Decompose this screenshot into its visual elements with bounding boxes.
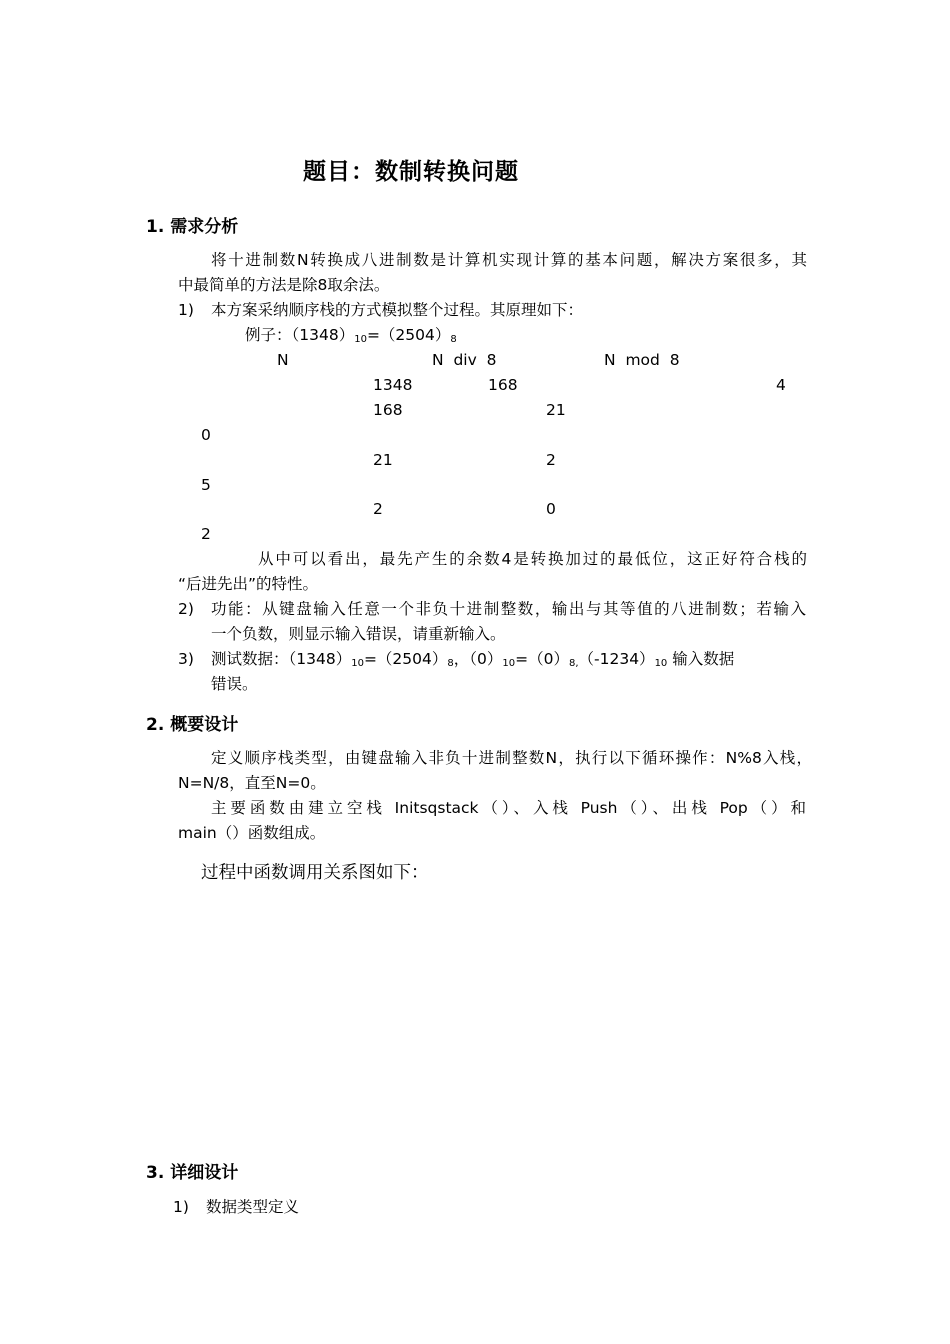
item-number: 1) <box>173 1198 189 1216</box>
test-data-text: （-1234） <box>578 650 655 668</box>
subscript: 10 <box>502 658 516 669</box>
test-data-text: 输入数据 <box>667 650 735 668</box>
table-cell-mod: 4 <box>776 376 786 394</box>
subscript: 8 <box>447 658 454 669</box>
example-mid: =（2504） <box>366 326 451 344</box>
outline-para-1-line-2: N=N/8，直至N=0。 <box>178 774 326 792</box>
table-cell-mod: 2 <box>201 525 211 543</box>
section-heading-detailed-design: 3. 详细设计 <box>146 1163 239 1183</box>
subscript: 10 <box>351 658 364 669</box>
table-cell-n: 21 <box>373 451 393 469</box>
example-subscript: 10 <box>354 334 367 345</box>
table-cell-n: 2 <box>373 500 383 518</box>
table-header-mod: N mod 8 <box>604 351 680 369</box>
test-data-line-2: 错误。 <box>211 675 258 693</box>
test-data-text: ，（0） <box>453 650 503 668</box>
table-cell-div: 21 <box>546 401 566 419</box>
item-text: 功能：从键盘输入任意一个非负十进制整数，输出与其等值的八进制数；若输入 <box>211 600 806 618</box>
table-cell-n: 168 <box>373 401 403 419</box>
page-title: 题目：数制转换问题 <box>303 159 519 185</box>
table-cell-div: 2 <box>546 451 556 469</box>
table-header-n: N <box>277 351 289 369</box>
outline-para-2-line-2: main（）函数组成。 <box>178 824 326 842</box>
table-cell-mod: 5 <box>201 476 211 494</box>
section-heading-requirements: 1. 需求分析 <box>146 217 239 237</box>
table-cell-div: 0 <box>546 500 556 518</box>
example-subscript: 8 <box>450 334 457 345</box>
test-data-text: =（0） <box>515 650 569 668</box>
conclusion-line-1: 从中可以看出，最先产生的余数4是转换加过的最低位，这正好符合栈的 <box>258 550 807 568</box>
call-graph-caption: 过程中函数调用关系图如下： <box>201 863 429 883</box>
subscript: 8, <box>568 658 579 669</box>
table-cell-div: 168 <box>488 376 518 394</box>
item-text: 本方案采纳顺序栈的方式模拟整个过程。其原理如下： <box>211 301 584 319</box>
example-prefix: 例子：（1348） <box>245 326 355 344</box>
item-number: 2) <box>178 600 194 618</box>
outline-para-2-line-1: 主要函数由建立空栈 Initsqstack（）、入栈 Push（）、出栈 Pop（）和 <box>211 799 806 817</box>
intro-line-1: 将十进制数N转换成八进制数是计算机实现计算的基本问题，解决方案很多，其 <box>211 251 807 269</box>
test-data-line <box>211 647 734 676</box>
intro-line-2: 中最简单的方法是除8取余法。 <box>178 276 390 294</box>
table-cell-mod: 0 <box>201 426 211 444</box>
outline-para-1-line-1: 定义顺序栈类型，由键盘输入非负十进制整数N，执行以下循环操作：N%8入栈， <box>211 749 812 767</box>
table-header-div: N div 8 <box>432 351 497 369</box>
item-number: 3) <box>178 650 194 668</box>
item-text-continued: 一个负数，则显示输入错误，请重新输入。 <box>211 625 506 643</box>
section-heading-outline-design: 2. 概要设计 <box>146 715 239 735</box>
test-data-text: =（2504） <box>363 650 448 668</box>
item-text: 数据类型定义 <box>206 1198 300 1216</box>
conclusion-line-2: “后进先出”的特性。 <box>178 575 319 593</box>
subscript: 10 <box>654 658 668 669</box>
table-cell-n: 1348 <box>373 376 413 394</box>
item-number: 1) <box>178 301 194 319</box>
test-data-text: 测试数据：（1348） <box>211 650 352 668</box>
